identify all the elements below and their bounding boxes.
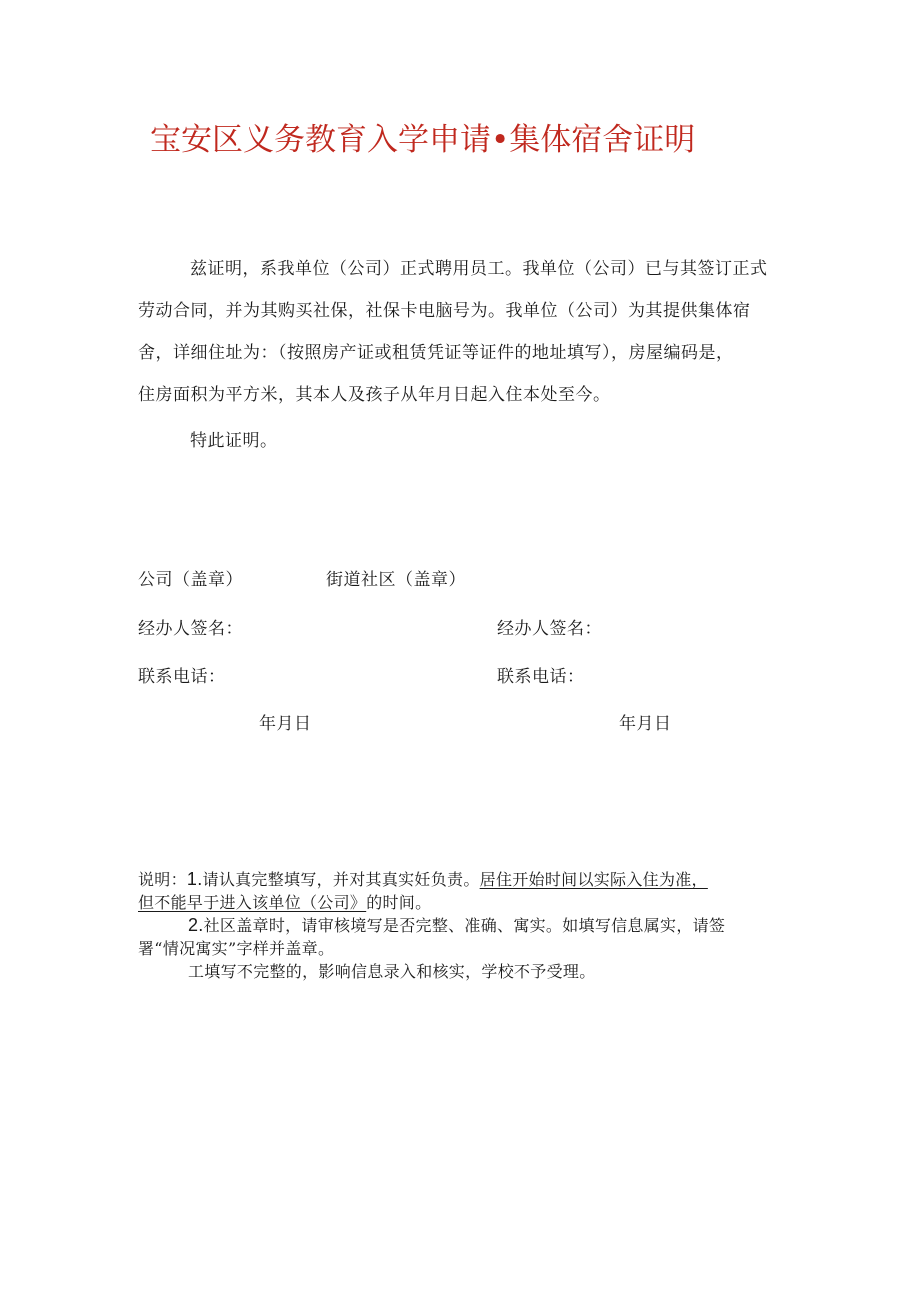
- company-seal-label: 公司（盖章）: [138, 570, 243, 590]
- note-1-number: 1.: [186, 869, 203, 889]
- note-1-underlined-a: 居住开始时间以实际入住为准，: [479, 870, 708, 889]
- phone-left: 联系电话：: [138, 667, 226, 687]
- certificate-closing: 特此证明。: [190, 431, 278, 451]
- phone-right: 联系电话：: [497, 667, 585, 687]
- note-1-underlined-b: 但不能早于进入该单位（公司》: [138, 893, 367, 912]
- certificate-line: 住房面积为平方米，其本人及孩子从年月日起入住本处至今。: [138, 385, 611, 405]
- date-left: 年月日: [259, 714, 312, 734]
- certificate-body: [138, 248, 798, 416]
- note-2-number: 2.: [188, 915, 204, 935]
- notes-label: 说明：: [138, 870, 187, 889]
- note-1-continued: [138, 891, 798, 914]
- date-right: 年月日: [619, 714, 672, 734]
- handler-signature-right: 经办人签名：: [497, 619, 602, 639]
- handler-signature-left: 经办人签名：: [138, 619, 243, 639]
- note-3: 工填写不完整的，影响信息录入和核实，学校不予受理。: [188, 962, 596, 981]
- note-1-tail: 的时间。: [366, 893, 432, 912]
- community-seal-label: 街道社区（盖章）: [326, 570, 466, 590]
- document-title: 宝安区义务教育入学申请•集体宿舍证明: [150, 122, 696, 158]
- note-2-continued: 署“情况寓实”字样并盖章。: [138, 939, 335, 958]
- note-2: [138, 914, 798, 937]
- notes-section: [138, 868, 798, 983]
- note-1-text: 请认真完整填写，并对其真实妊负责。: [202, 870, 480, 889]
- certificate-line: 劳动合同，并为其购买社保，社保卡电脑号为。我单位（公司）为其提供集体宿: [138, 301, 751, 321]
- certificate-line: 舍，详细住址为：（按照房产证或租赁凭证等证件的地址填写），房屋编码是，: [138, 343, 734, 363]
- note-2-text-a: 社区盖章时，请审核境写是否完整、准确、寓实。如填写信息属实，请签: [203, 916, 726, 935]
- certificate-line: 兹证明，系我单位（公司）正式聘用员工。我单位（公司）已与其签订正式: [190, 259, 768, 279]
- note-1: [138, 868, 798, 891]
